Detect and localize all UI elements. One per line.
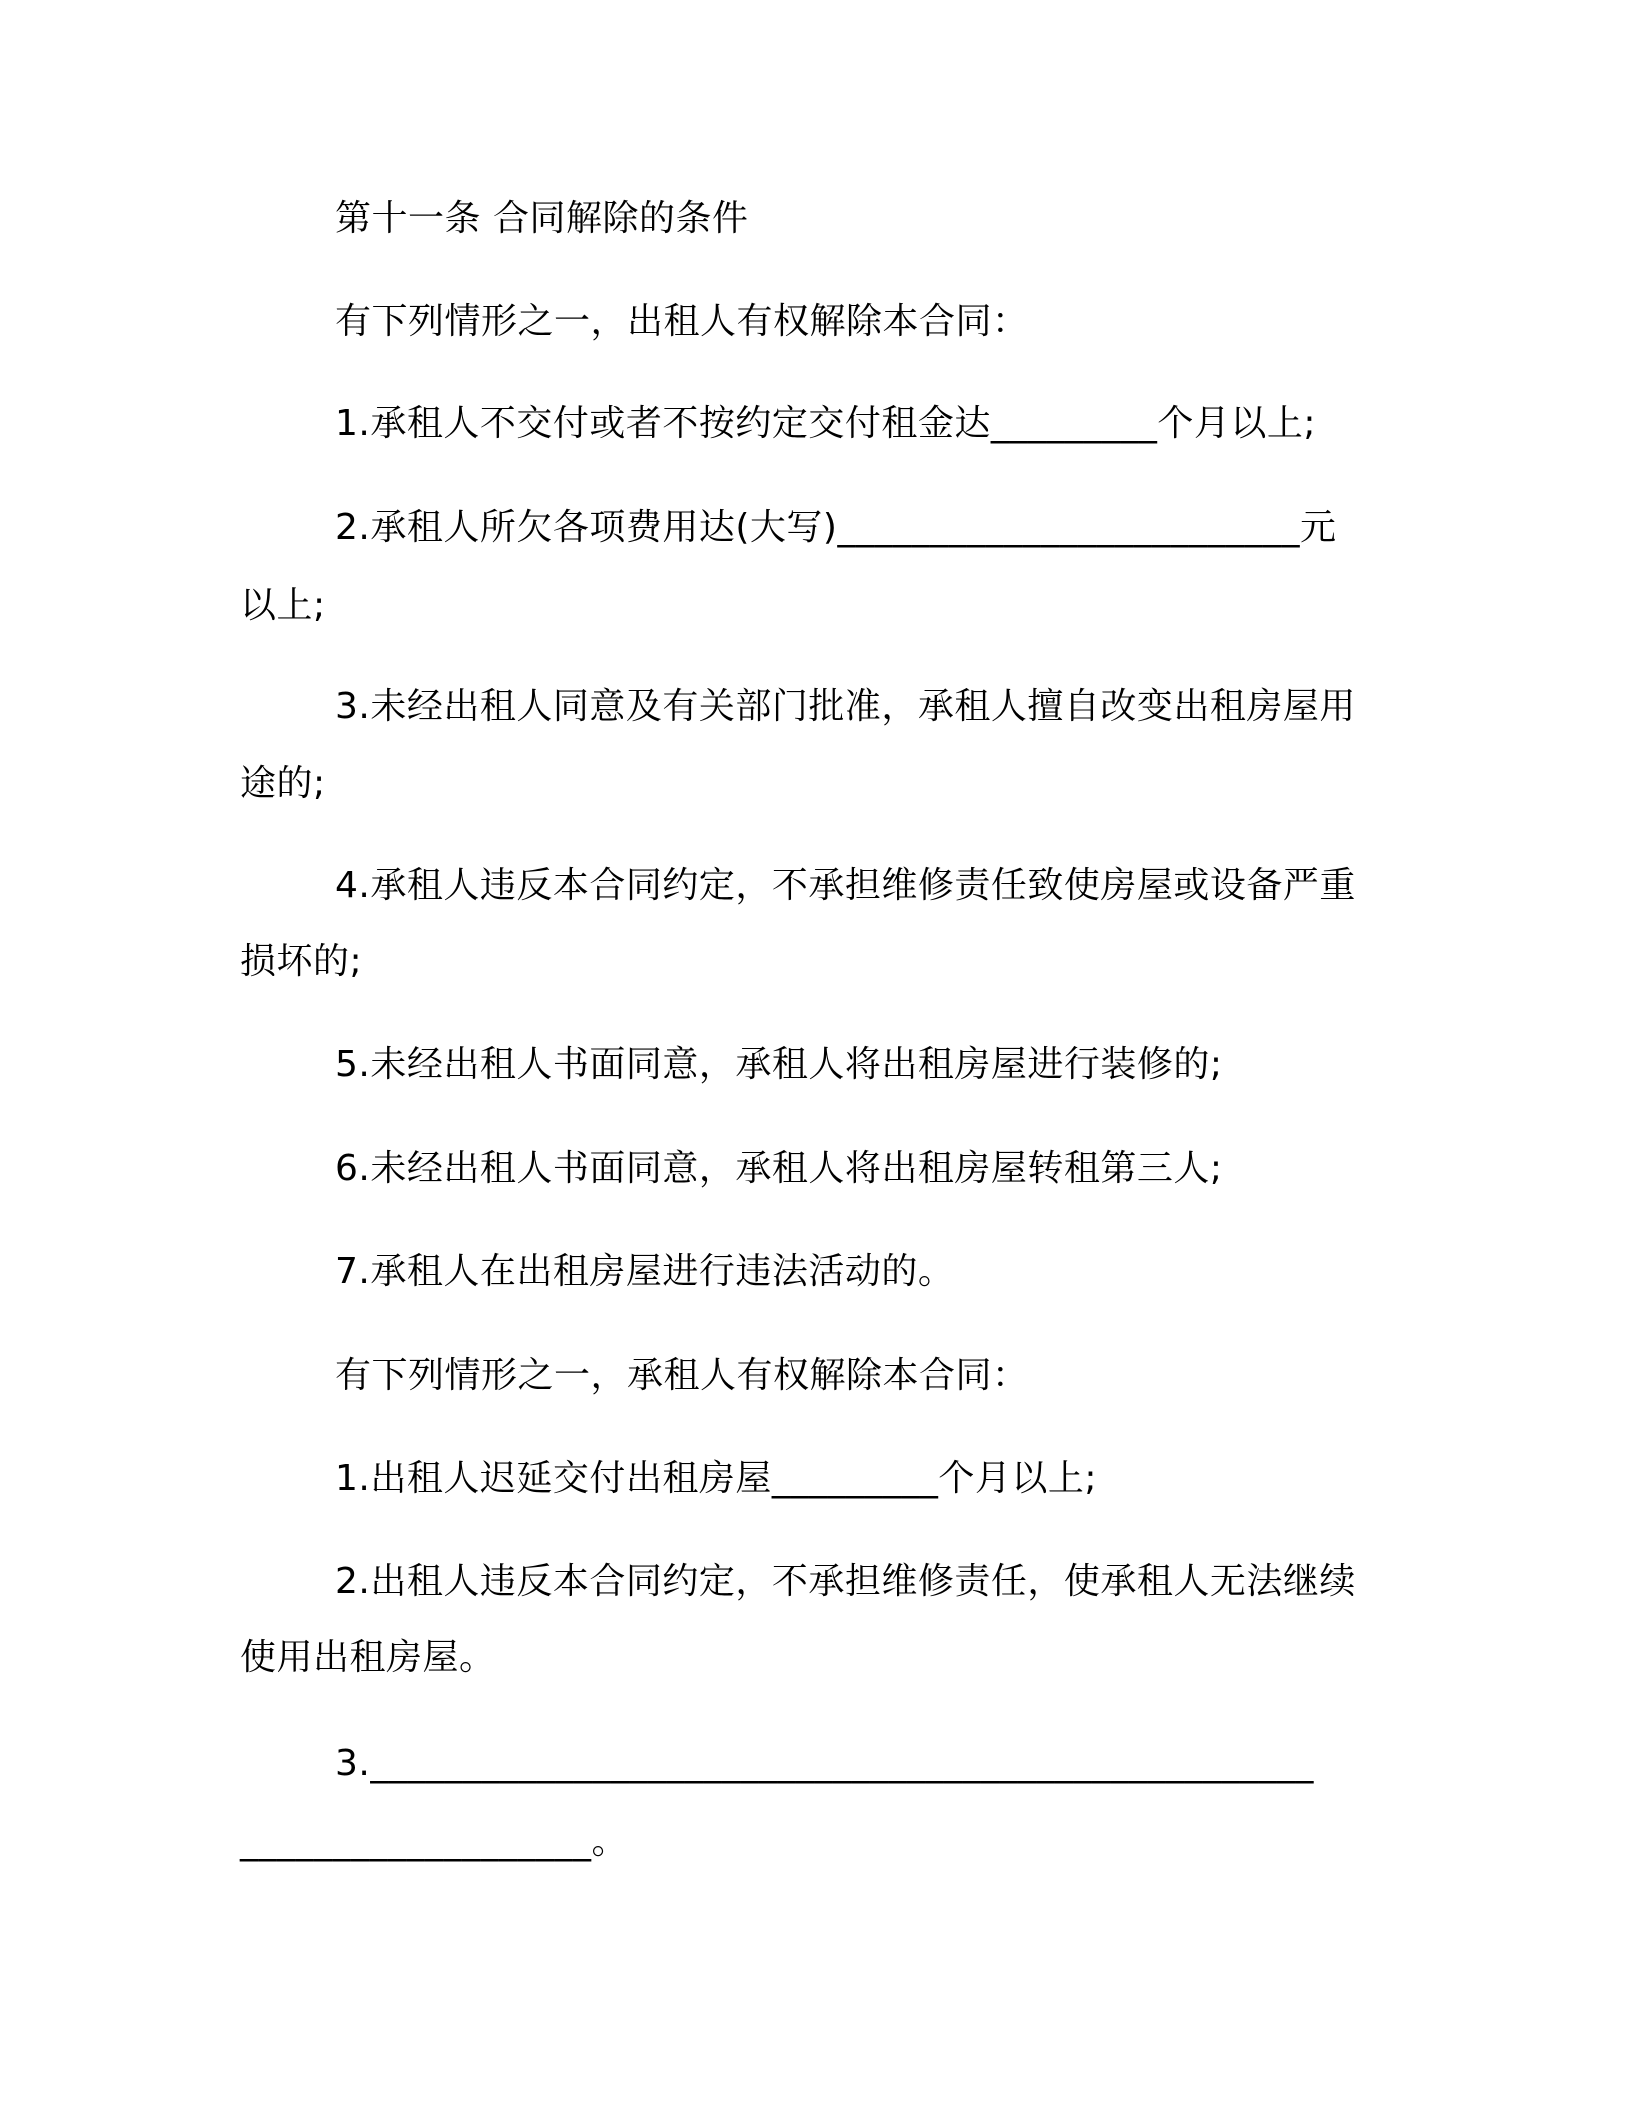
- lessee-item-3: 3.___________________________________________________: [335, 1743, 1314, 1784]
- lessee-termination-intro: 有下列情形之一，承租人有权解除本合同：: [335, 1355, 1029, 1396]
- lessor-item-2: 2.承租人所欠各项费用达(大写)_________________________元: [335, 507, 1337, 548]
- lessor-item-1: 1.承租人不交付或者不按约定交付租金达_________个月以上;: [335, 403, 1316, 444]
- lessee-item-2-continued: 使用出租房屋。: [240, 1637, 496, 1678]
- lessor-item-4: 4.承租人违反本合同约定，不承担维修责任致使房屋或设备严重: [335, 865, 1356, 906]
- lessor-item-2-continued: 以上;: [240, 585, 326, 626]
- lessee-item-3-continued: ___________________。: [240, 1821, 628, 1862]
- lessor-item-3-continued: 途的;: [240, 763, 326, 804]
- lessor-item-3: 3.未经出租人同意及有关部门批准，承租人擅自改变出租房屋用: [335, 686, 1356, 727]
- lessor-item-6: 6.未经出租人书面同意，承租人将出租房屋转租第三人;: [335, 1148, 1223, 1189]
- lessor-item-4-continued: 损坏的;: [240, 941, 363, 982]
- article-heading: 第十一条 合同解除的条件: [335, 198, 749, 239]
- lessor-item-5: 5.未经出租人书面同意，承租人将出租房屋进行装修的;: [335, 1044, 1223, 1085]
- lessee-item-1: 1.出租人迟延交付出租房屋_________个月以上;: [335, 1458, 1097, 1499]
- lessor-termination-intro: 有下列情形之一，出租人有权解除本合同：: [335, 301, 1029, 342]
- lessor-item-7: 7.承租人在出租房屋进行违法活动的。: [335, 1251, 955, 1292]
- lessee-item-2: 2.出租人违反本合同约定，不承担维修责任，使承租人无法继续: [335, 1561, 1356, 1602]
